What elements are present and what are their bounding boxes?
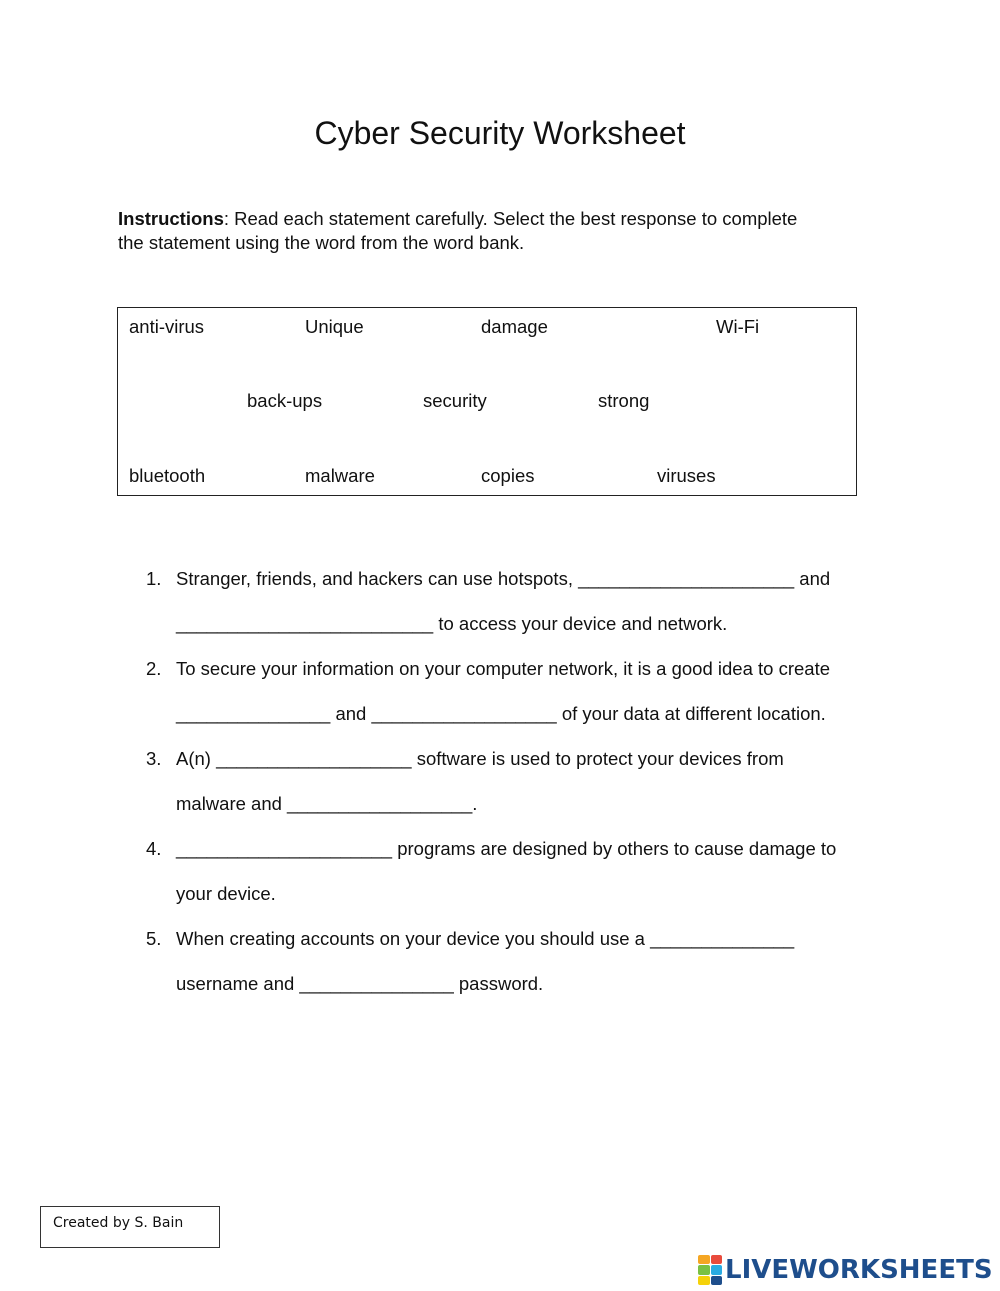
word-bank-item: damage [481, 316, 548, 337]
logo-block [711, 1276, 723, 1285]
credit-box: Created by S. Bain [40, 1206, 220, 1248]
question-text: A(n) ___________________ software is used to protect your devices from [176, 748, 784, 769]
logo-block [698, 1255, 710, 1264]
page-title: Cyber Security Worksheet [314, 115, 686, 151]
word-bank-item: bluetooth [129, 465, 206, 486]
word-bank-item: Unique [305, 316, 364, 337]
logo-text: LIVEWORKSHEETS [725, 1255, 993, 1285]
question-text: When creating accounts on your device you should use a ______________ [176, 928, 795, 949]
word-bank-item: copies [481, 465, 535, 486]
question-text: username and _______________ password. [176, 973, 544, 994]
question-text: _____________________ programs are designed by others to cause damage to [176, 838, 837, 859]
word-bank-item: back-ups [247, 390, 323, 411]
question-number: 1. [146, 568, 162, 589]
word-bank-item: security [423, 390, 487, 411]
word-bank-item: viruses [657, 465, 716, 486]
liveworksheets-logo[interactable] [698, 1253, 993, 1287]
question-number: 2. [146, 658, 162, 679]
word-bank-item: strong [598, 390, 650, 411]
question-text: malware and __________________. [176, 793, 478, 814]
question-text: Stranger, friends, and hackers can use hotspots, _____________________ and [176, 568, 831, 589]
question-text: To secure your information on your computer network, it is a good idea to create [176, 658, 831, 679]
instructions-text-1: : Read each statement carefully. Select the best response to complete [223, 208, 798, 229]
logo-block [711, 1265, 723, 1274]
word-bank-item: malware [305, 465, 375, 486]
question-number: 4. [146, 838, 162, 859]
instructions-text-2: the statement using the word from the word bank. [118, 232, 525, 253]
logo-block [698, 1265, 710, 1274]
word-bank [117, 307, 857, 496]
question-number: 3. [146, 748, 162, 769]
word-bank-item: anti-virus [129, 316, 205, 337]
logo-block [711, 1255, 723, 1264]
question-text: _______________ and __________________ of your data at different location. [176, 703, 826, 724]
logo-blocks-icon [698, 1255, 722, 1285]
question-text: _________________________ to access your device and network. [176, 613, 728, 634]
logo-block [698, 1276, 710, 1285]
word-bank-item: Wi-Fi [716, 316, 760, 337]
question-number: 5. [146, 928, 162, 949]
question-text: your device. [176, 883, 276, 904]
instructions [118, 207, 878, 255]
instructions-label: Instructions [118, 208, 224, 229]
